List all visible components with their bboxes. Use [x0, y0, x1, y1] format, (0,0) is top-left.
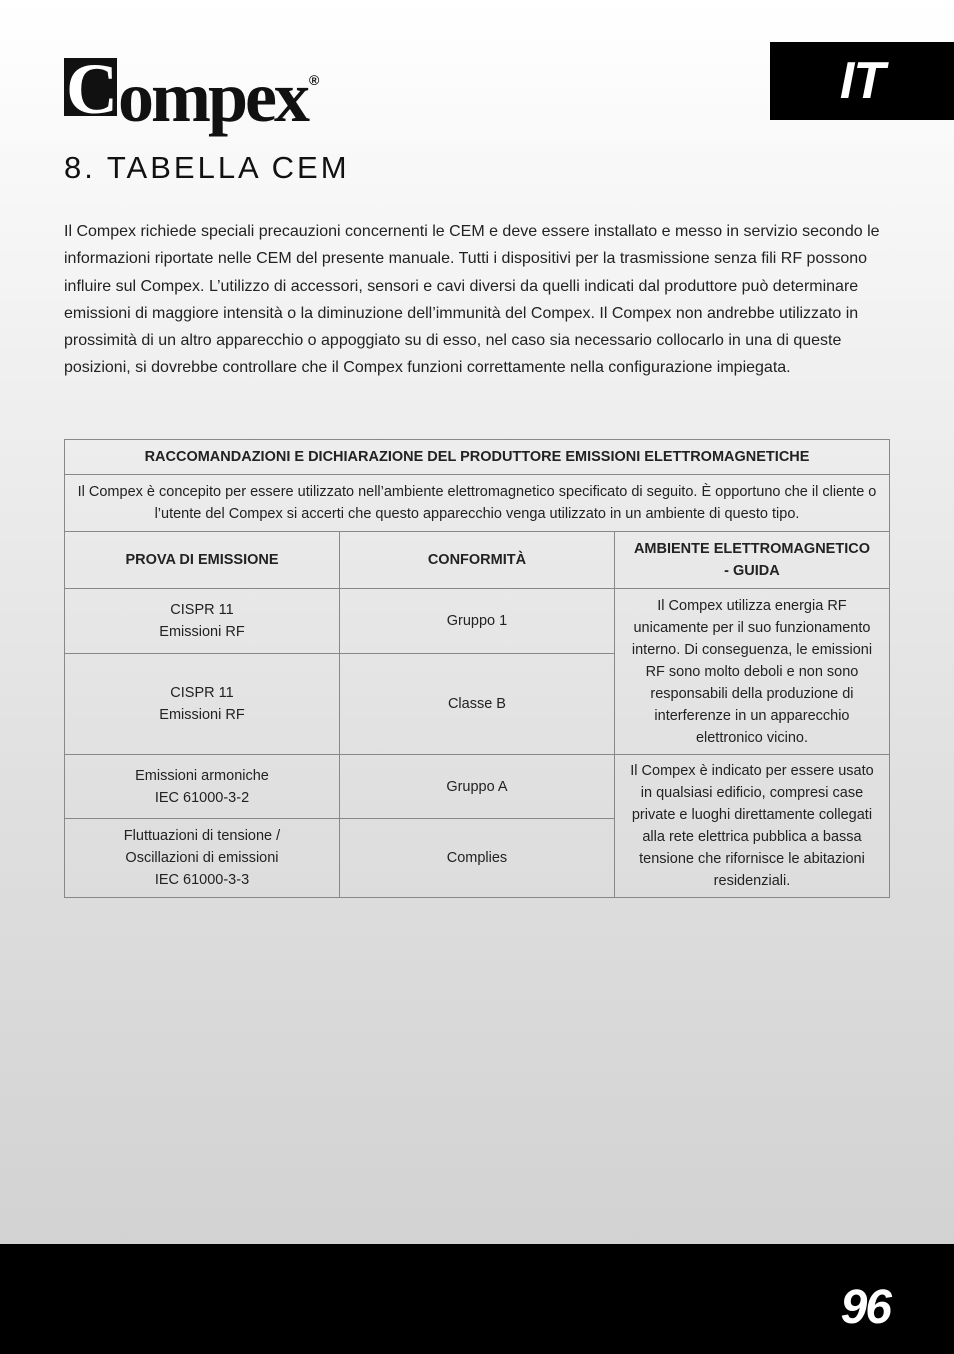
test-cell: Emissioni armoniche IEC 61000-3-2: [65, 755, 340, 819]
table-row: [65, 589, 890, 654]
compliance-cell: Gruppo A: [339, 755, 614, 819]
compliance-cell: Complies: [339, 819, 614, 898]
emc-table: [64, 439, 890, 898]
page-number: 96: [840, 1281, 890, 1334]
test-cell: CISPR 11 Emissioni RF: [65, 589, 340, 654]
table-description: Il Compex è concepito per essere utilizzato nell’ambiente elettromagnetico specificato di seguito. È opportuno che il cliente o l’utente del Compex si accerti che questo apparecchio venga utilizzato in un ambiente di questo tipo.: [65, 475, 890, 532]
guidance-cell: Il Compex utilizza energia RF unicamente per il suo funzionamento interno. Di conseguenza, le emissioni RF sono molto deboli e non sono responsabili della produzione di interferenze in un apparecchio elettronico vicino.: [614, 589, 889, 755]
column-header: AMBIENTE ELETTROMAGNETICO - GUIDA: [614, 532, 889, 589]
column-header: PROVA DI EMISSIONE: [65, 532, 340, 589]
intro-paragraph: Il Compex richiede speciali precauzioni concernenti le CEM e deve essere installato e messo in servizio secondo le informazioni riportate nelle CEM del presente manuale. Tutti i dispositivi per la trasmissione senza fili RF possono influire sul Compex. L’utilizzo di accessori, sensori e cavi diversi da quelli indicati dal produttore può determinare emissioni di maggiore intensità o la diminuzione dell’immunità del Compex. Il Compex non andrebbe utilizzato in prossimità di un altro apparecchio o appoggiato su di esso, nel caso sia necessario collocarlo in una di queste posizioni, si dovrebbe controllare che il Compex funzioni correttamente nella configurazione impiegata.: [64, 223, 880, 377]
compliance-cell: Classe B: [339, 654, 614, 755]
table-title: RACCOMANDAZIONI E DICHIARAZIONE DEL PRODUTTORE EMISSIONI ELETTROMAGNETICHE: [65, 440, 890, 475]
table-row: [65, 755, 890, 819]
compex-logo: Compex ®: [66, 49, 320, 137]
guidance-cell: Il Compex è indicato per essere usato in qualsiasi edificio, compresi case private e luoghi direttamente collegati alla rete elettrica pubblica a bassa tensione che rifornisce le abitazioni residenziali.: [614, 755, 889, 898]
compliance-cell: Gruppo 1: [339, 589, 614, 654]
test-cell: Fluttuazioni di tensione / Oscillazioni di emissioni IEC 61000-3-3: [65, 819, 340, 898]
footer-bar: [0, 1244, 954, 1354]
column-header: CONFORMITÀ: [339, 532, 614, 589]
test-cell: CISPR 11 Emissioni RF: [65, 654, 340, 755]
section-title: 8. TABELLA CEM: [64, 150, 350, 185]
language-tab: IT: [770, 42, 954, 120]
